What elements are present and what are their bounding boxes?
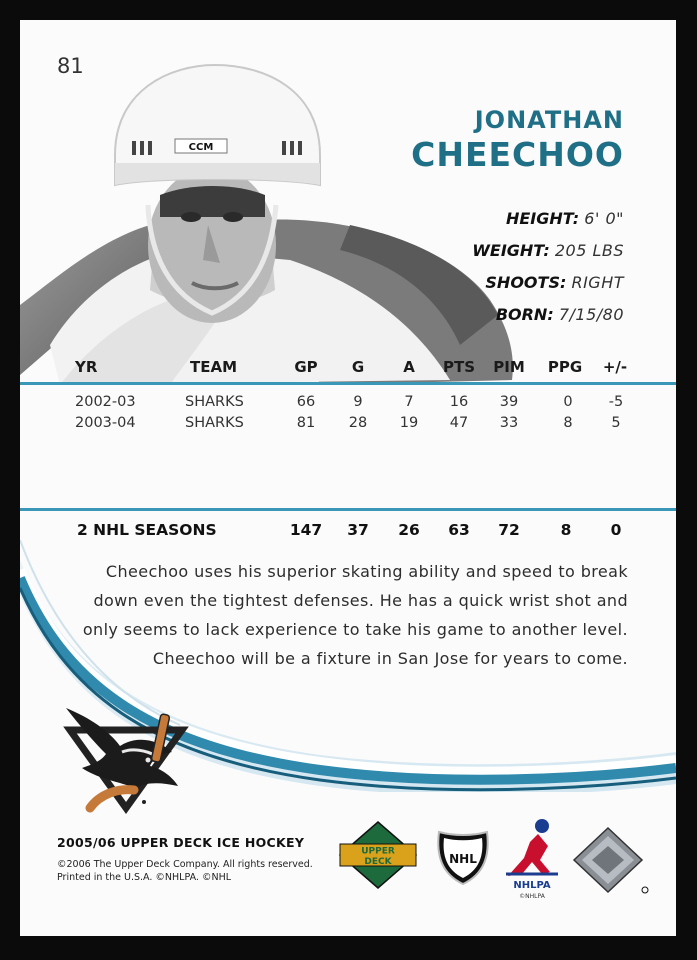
col-pim: PIM	[493, 358, 525, 376]
stats-totals-row: 2 NHL SEASONS 147 37 26 63 72 8 0	[77, 521, 622, 539]
bio-born: BORN: 7/15/80	[495, 305, 624, 324]
card-number: 81	[57, 54, 84, 78]
hologram-icon	[572, 826, 652, 896]
legal-text	[57, 858, 313, 884]
helmet-brand: CCM	[188, 142, 214, 153]
stats-header-row	[20, 358, 676, 382]
player-name	[411, 106, 624, 174]
nhlpa-logo-icon	[502, 816, 564, 900]
legal-line-2: Printed in the U.S.A. ©NHLPA. ©NHL	[57, 872, 232, 883]
player-photo	[20, 45, 540, 405]
col-g: G	[351, 358, 365, 376]
table-row: 2003-04 SHARKS 81 28 19 47 33 8 5	[75, 415, 621, 431]
table-row: 2002-03 SHARKS 66 9 7 16 39 0 -5	[75, 394, 624, 410]
col-a: A	[403, 358, 415, 376]
player-bio	[472, 203, 624, 331]
nhl-text: NHL	[449, 852, 477, 866]
upper-deck-logo-icon	[338, 820, 418, 890]
col-gp: GP	[294, 358, 318, 376]
upper-deck-line2: DECK	[364, 857, 392, 867]
set-title: 2005/06 UPPER DECK ICE HOCKEY	[57, 835, 305, 850]
stats-header-rule	[20, 382, 676, 385]
legal-line-1: ©2006 The Upper Deck Company. All rights reserved.	[57, 859, 313, 870]
player-first-name: JONATHAN	[474, 106, 624, 134]
nhlpa-text: NHLPA	[513, 880, 551, 891]
totals-label: 2 NHL SEASONS	[77, 521, 217, 539]
bio-weight: WEIGHT: 205 LBS	[472, 241, 624, 260]
col-ppg: PPG	[547, 358, 583, 376]
col-plus-minus: +/-	[602, 358, 628, 376]
upper-deck-line1: UPPER	[361, 846, 395, 857]
col-team: TEAM	[190, 358, 238, 376]
nhlpa-small-text: ©NHLPA	[519, 893, 545, 900]
col-yr: YR	[75, 358, 98, 376]
stats-totals-rule	[20, 508, 676, 511]
trading-card-back	[20, 20, 676, 936]
sharks-logo-icon	[60, 708, 190, 820]
player-blurb: Cheechoo uses his superior skating ability and speed to break down even the tightest defenses. He has a quick wrist shot and only seems to lack experience to take his game to another level. Cheechoo will be a fixture in San Jose for years to come.	[82, 562, 628, 668]
col-pts: PTS	[442, 358, 476, 376]
bio-height: HEIGHT: 6' 0"	[505, 209, 624, 228]
nhl-shield-icon	[434, 826, 492, 888]
bio-shoots: SHOOTS: RIGHT	[485, 273, 624, 292]
player-last-name: CHEECHOO	[411, 135, 624, 174]
